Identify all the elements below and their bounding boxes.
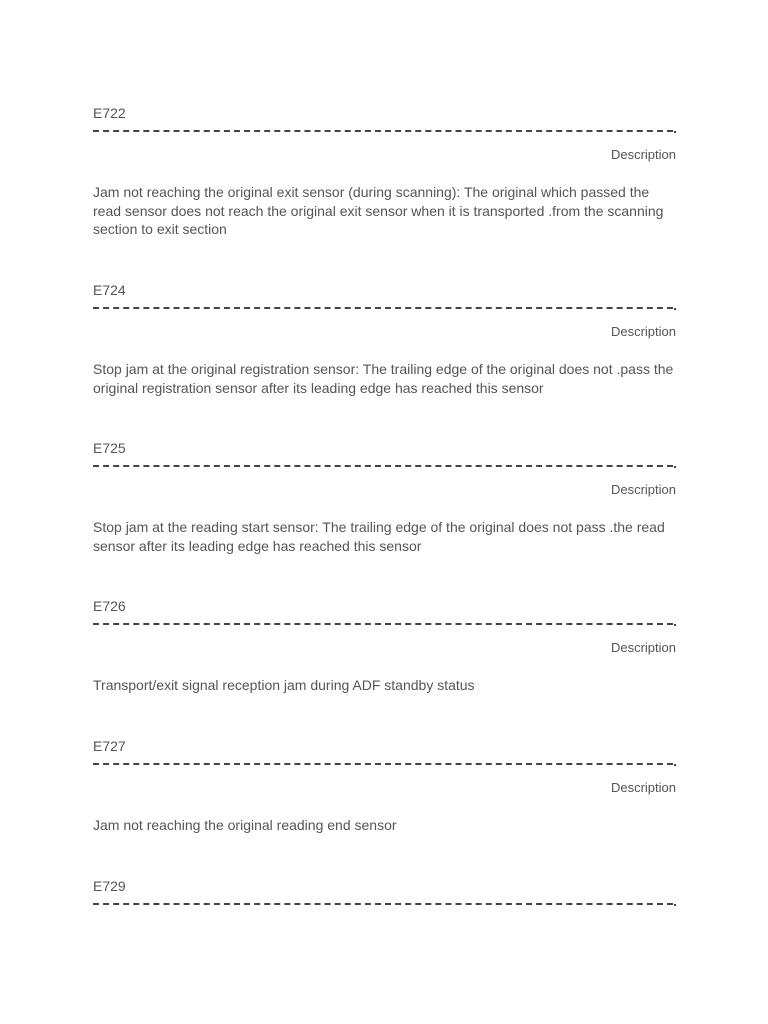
dashed-divider	[93, 900, 676, 908]
dashed-divider	[93, 620, 676, 628]
error-entry-e729	[93, 878, 676, 908]
dashed-divider	[93, 304, 676, 312]
description-text: Jam not reaching the original reading end sensor	[93, 817, 397, 833]
description-label: Description	[610, 482, 676, 497]
error-code: E722	[93, 105, 126, 121]
error-entry-e726	[93, 598, 676, 695]
error-code: E726	[93, 598, 126, 614]
dashed-divider	[93, 760, 676, 768]
description-text: Stop jam at the reading start sensor: The trailing edge of the original does not pass .the read sensor after its leading edge has reached this sensor	[93, 519, 665, 554]
error-entry-e727	[93, 738, 676, 835]
description-label: Description	[610, 147, 676, 162]
description-text: Transport/exit signal reception jam during ADF standby status	[93, 677, 475, 693]
error-entry-e724	[93, 282, 676, 397]
description-text: Stop jam at the original registration sensor: The trailing edge of the original does not .pass the original registration sensor after its leading edge has reached this sensor	[93, 361, 674, 396]
description-text: Jam not reaching the original exit sensor (during scanning): The original which passed the read sensor does not reach the original exit sensor when it is transported .from the scanning section to exit section	[93, 184, 664, 237]
error-code: E725	[93, 440, 126, 456]
error-entry-e722	[93, 105, 676, 239]
error-code: E729	[93, 878, 126, 894]
dashed-divider	[93, 462, 676, 470]
error-code: E727	[93, 738, 126, 754]
description-label: Description	[610, 780, 676, 795]
dashed-divider	[93, 127, 676, 135]
error-code: E724	[93, 282, 126, 298]
description-label: Description	[610, 324, 676, 339]
description-label: Description	[610, 640, 676, 655]
error-entry-e725	[93, 440, 676, 555]
